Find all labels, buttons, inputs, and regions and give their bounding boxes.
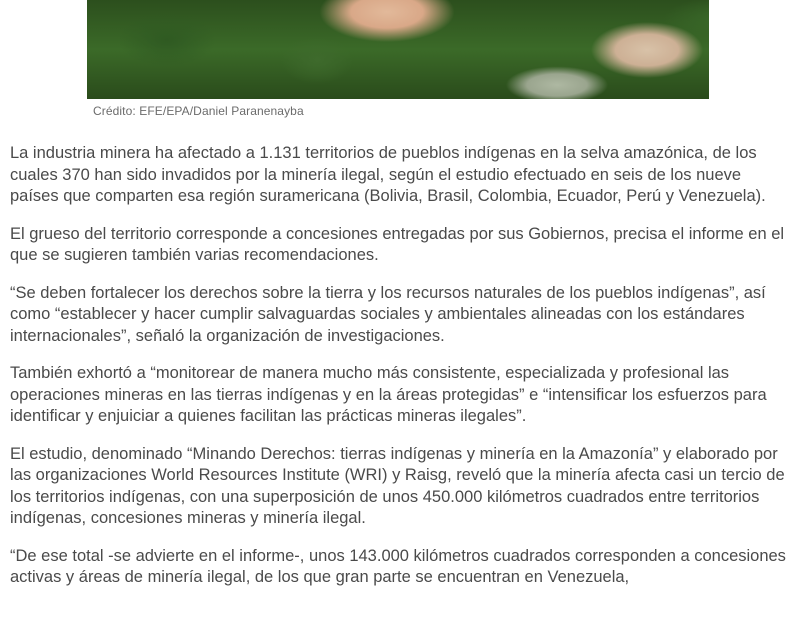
paragraph-1: La industria minera ha afectado a 1.131 territorios de pueblos indígenas en la selva amazónica, de los cuales 370 han sido invadidos por la minería ilegal, según el estudio efectuado en seis de los nueve países que comparten esa región suramericana (Bolivia, Brasil, Colombia, Ecuador, Perú y Venezuela). <box>10 144 766 205</box>
paragraph-5: El estudio, denominado “Minando Derechos: tierras indígenas y minería en la Amazonía” y elaborado por las organizaciones World Resources Institute (WRI) y Raisg, reveló que la minería afecta casi un tercio de los territorios indígenas, con una superposición de unos 450.000 kilómetros cuadrados entre territorios indígenas, concesiones mineras y minería ilegal. <box>10 444 785 527</box>
article-body <box>10 143 788 605</box>
paragraph-6: “De ese total -se advierte en el informe-, unos 143.000 kilómetros cuadrados corresponden a concesiones activas y áreas de minería ilegal, de los que gran parte se encuentran en Venezuela, <box>10 546 786 586</box>
paragraph-2: El grueso del territorio corresponde a concesiones entregadas por sus Gobiernos, precisa el informe en el que se sugieren también varias recomendaciones. <box>10 224 785 264</box>
photo-caption: Crédito: EFE/EPA/Daniel Paranenayba <box>93 104 304 118</box>
paragraph-3: “Se deben fortalecer los derechos sobre la tierra y los recursos naturales de los pueblos indígenas”, así como “establecer y hacer cumplir salvaguardas sociales y ambientales alineadas con los estándares internacionales”, señaló la organización de investigaciones. <box>10 283 766 345</box>
article-photo-aerial-mining <box>87 0 709 99</box>
paragraph-4: También exhortó a “monitorear de manera mucho más consistente, especializada y profesional las operaciones mineras en las tierras indígenas y en la áreas protegidas” e “intensificar los esfuerzos para identificar y enjuiciar a quienes facilitan las prácticas mineras ilegales”. <box>10 364 767 425</box>
